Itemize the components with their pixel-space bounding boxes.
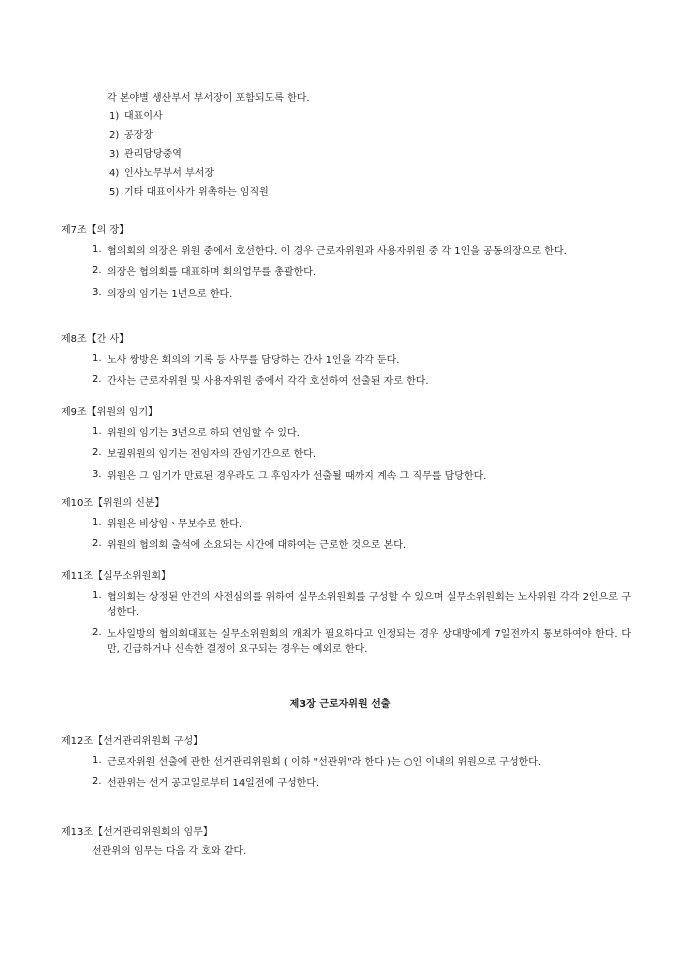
list-item (92, 755, 631, 771)
item-number: 2. (92, 374, 102, 385)
article-items (61, 353, 631, 390)
list-item (92, 426, 631, 442)
article-items (61, 517, 631, 554)
item-text: 위원의 임기는 3년으로 하되 연임할 수 있다. (107, 427, 300, 439)
list-item (109, 168, 310, 180)
item-number: 2. (92, 265, 102, 276)
list-item (92, 447, 631, 463)
item-text: 기타 대표이사가 위촉하는 임직원 (124, 186, 269, 198)
article-items (61, 755, 631, 792)
article-heading: 제7조【의 장】 (61, 225, 130, 236)
article-heading: 제13조【선거관리위원회의 임무】 (61, 827, 213, 838)
list-item (109, 130, 310, 142)
article-13 (61, 827, 631, 858)
list-item (92, 244, 631, 260)
item-text: 대표이사 (124, 110, 163, 122)
item-number: 1) (109, 110, 120, 122)
item-number: 1. (92, 425, 102, 437)
item-text: 위원은 그 임기가 만료된 경우라도 그 후임자가 선출될 때까지 계속 그 직무를 담당한다. (107, 470, 487, 482)
item-text: 공장장 (124, 129, 153, 141)
article-9 (61, 407, 631, 490)
item-text: 근로자위원 선출에 관한 선거관리위원회 ( 이하 "선관위"라 한다 )는 ○인 이내의 위원으로 구성한다. (107, 756, 542, 768)
list-item (109, 149, 310, 161)
item-text: 위원의 협의회 출석에 소요되는 시간에 대하여는 근로한 것으로 본다. (107, 540, 407, 551)
list-item (92, 627, 631, 658)
item-text: 노사 쌍방은 회의의 기록 등 사무를 담당하는 간사 1인을 각각 둔다. (107, 354, 400, 366)
article-items (61, 426, 631, 485)
article-heading: 제8조【간 사】 (61, 334, 130, 345)
item-text: 인사노무부서 부서장 (124, 167, 215, 179)
item-number: 3. (92, 468, 102, 480)
item-number: 3. (92, 286, 102, 298)
item-number: 2) (109, 129, 120, 141)
item-number: 1. (92, 754, 102, 766)
article-heading: 제10조【위원의 신분】 (61, 498, 165, 509)
list-item (92, 374, 631, 390)
item-text: 관리담당중역 (124, 148, 182, 160)
article-items (61, 590, 631, 658)
item-text: 보궐위원의 임기는 전임자의 잔임기간으로 한다. (107, 449, 317, 460)
item-text: 간사는 근로자위원 및 사용자위원 중에서 각각 호선하여 선출된 자로 한다. (107, 376, 429, 387)
list-item (92, 469, 631, 485)
list-item (92, 265, 631, 281)
list-item (92, 517, 631, 533)
article-text: 선관위의 임무는 다음 각 호와 같다. (92, 845, 247, 857)
list-item (92, 287, 631, 303)
item-number: 4) (109, 167, 120, 179)
item-number: 1. (92, 589, 102, 601)
item-text: 협의회의 의장은 위원 중에서 호선한다. 이 경우 근로자위원과 사용자위원 중 각 1인을 공동의장으로 한다. (107, 245, 567, 257)
intro-block (107, 93, 310, 206)
article-8 (61, 334, 631, 396)
article-7 (61, 225, 631, 308)
item-text: 협의회는 상정된 안건의 사전심의를 위하여 실무소위원회를 구성할 수 있으며 실무소위원회는 노사위원 각각 2인으로 구성한다. (107, 591, 631, 618)
item-number: 1. (92, 352, 102, 364)
item-number: 2. (92, 538, 102, 549)
article-heading: 제9조【위원의 임기】 (61, 407, 159, 418)
intro-lead: 각 본야별 생산부서 부서장이 포함되도록 한다. (107, 93, 310, 104)
item-text: 의장의 임기는 1년으로 한다. (107, 288, 233, 300)
list-item (92, 538, 631, 554)
list-item (109, 187, 310, 199)
item-number: 3) (109, 148, 120, 160)
chapter-title: 제3장 근로자위원 선출 (289, 699, 391, 710)
item-text: 의장은 협의회를 대표하며 회의업무를 총괄한다. (107, 267, 317, 278)
article-heading: 제11조【실무소위원회】 (61, 571, 172, 582)
list-item (109, 111, 310, 123)
item-text: 노사일방의 협의회대표는 실무소위원회의 개최가 필요하다고 인정되는 경우 상대방에게 7일전까지 통보하여야 한다. 다만, 긴급하거나 신속한 결정이 요구되는 경우는 예외로 한다. (107, 628, 631, 655)
item-text: 선관위는 선거 공고일로부터 14일전에 구성한다. (107, 778, 320, 789)
article-items (61, 244, 631, 303)
item-number: 1. (92, 243, 102, 255)
article-12 (61, 736, 631, 798)
list-item (92, 590, 631, 621)
item-number: 5) (109, 186, 120, 198)
item-text: 위원은 비상임ㆍ무보수로 한다. (107, 518, 243, 530)
item-number: 2. (92, 626, 102, 638)
item-number: 2. (92, 776, 102, 787)
item-number: 2. (92, 447, 102, 458)
member-list (107, 111, 310, 199)
item-number: 1. (92, 516, 102, 528)
list-item (92, 353, 631, 369)
article-heading: 제12조【선거관리위원회 구성】 (61, 736, 204, 747)
list-item (92, 776, 631, 792)
article-11 (61, 571, 631, 664)
article-10 (61, 498, 631, 560)
